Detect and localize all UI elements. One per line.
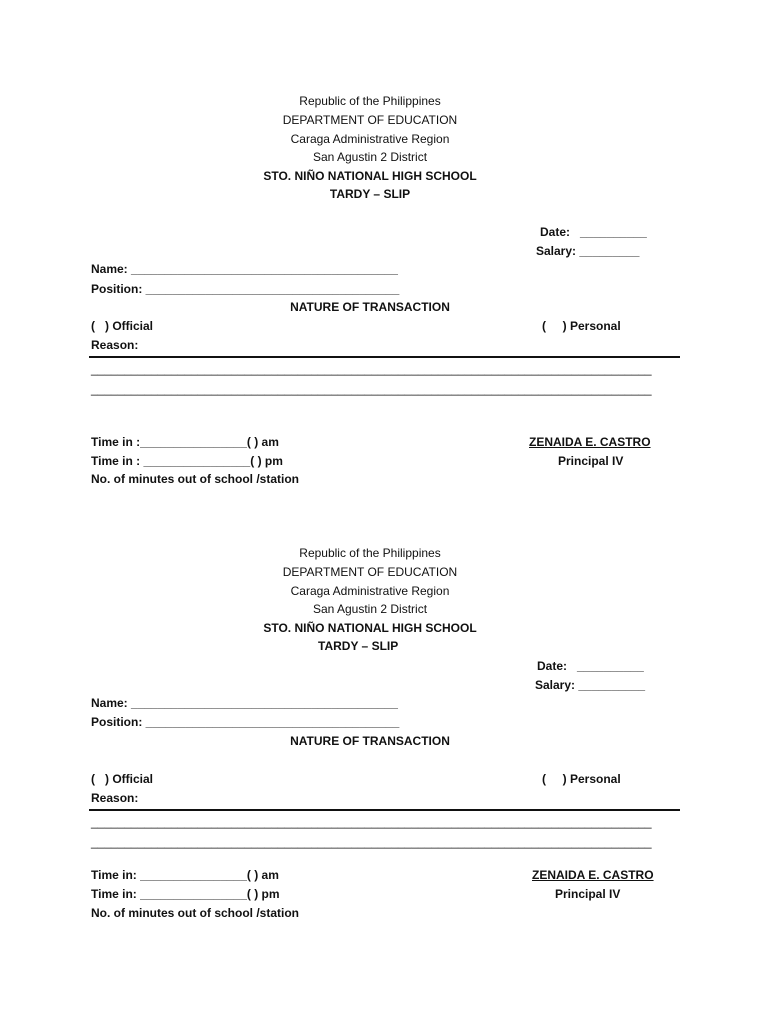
signatory-title: Principal IV — [555, 887, 621, 901]
header-district: San Agustin 2 District — [312, 150, 428, 164]
divider-line — [89, 356, 680, 358]
divider-line — [89, 809, 680, 811]
reason-line-2: ____________________________________________________________________________________ — [91, 835, 652, 849]
reason-line-2: ____________________________________________________________________________________ — [91, 382, 652, 396]
header-school: STO. NIÑO NATIONAL HIGH SCHOOL — [263, 621, 477, 635]
time-in-am-field: Time in :________________( ) am — [91, 435, 279, 449]
signatory-name: ZENAIDA E. CASTRO — [529, 435, 651, 449]
signatory-title: Principal IV — [558, 454, 624, 468]
reason-label: Reason: — [91, 791, 139, 805]
time-in-pm-field: Time in: ________________( ) pm — [91, 887, 280, 901]
header-department: DEPARTMENT OF EDUCATION — [282, 113, 458, 127]
name-field: Name: ________________________________________ — [91, 262, 398, 276]
salary-field: Salary: _________ — [536, 244, 640, 258]
header-school: STO. NIÑO NATIONAL HIGH SCHOOL — [263, 169, 477, 183]
reason-line-1: ____________________________________________________________________________________ — [91, 815, 652, 829]
date-field: Date: __________ — [540, 225, 647, 239]
name-field: Name: ________________________________________ — [91, 696, 398, 710]
time-in-am-field: Time in: ________________( ) am — [91, 868, 279, 882]
official-checkbox: ( ) Official — [91, 772, 154, 786]
position-field: Position: ______________________________________ — [91, 715, 400, 729]
personal-checkbox: ( ) Personal — [542, 319, 621, 333]
reason-line-1: ____________________________________________________________________________________ — [91, 362, 652, 376]
minutes-out-label: No. of minutes out of school /station — [91, 472, 299, 486]
position-field: Position: ______________________________________ — [91, 282, 400, 296]
minutes-out-label: No. of minutes out of school /station — [91, 906, 299, 920]
header-region: Caraga Administrative Region — [290, 584, 450, 598]
nature-heading: NATURE OF TRANSACTION — [290, 734, 450, 748]
date-field: Date: __________ — [537, 659, 644, 673]
header-district: San Agustin 2 District — [312, 602, 428, 616]
nature-heading: NATURE OF TRANSACTION — [290, 300, 450, 314]
header-republic: Republic of the Philippines — [299, 546, 441, 560]
salary-field: Salary: __________ — [535, 678, 646, 692]
header-republic: Republic of the Philippines — [299, 94, 441, 108]
time-in-pm-field: Time in : ________________( ) pm — [91, 454, 283, 468]
header-region: Caraga Administrative Region — [290, 132, 450, 146]
reason-label: Reason: — [91, 338, 139, 352]
official-checkbox: ( ) Official — [91, 319, 154, 333]
tardy-slip-2 — [0, 452, 768, 932]
tardy-slip-1 — [0, 0, 768, 486]
signatory-name: ZENAIDA E. CASTRO — [532, 868, 654, 882]
personal-checkbox: ( ) Personal — [542, 772, 621, 786]
header-title: TARDY – SLIP — [329, 187, 411, 201]
header-department: DEPARTMENT OF EDUCATION — [282, 565, 458, 579]
header-title: TARDY – SLIP — [318, 639, 399, 653]
